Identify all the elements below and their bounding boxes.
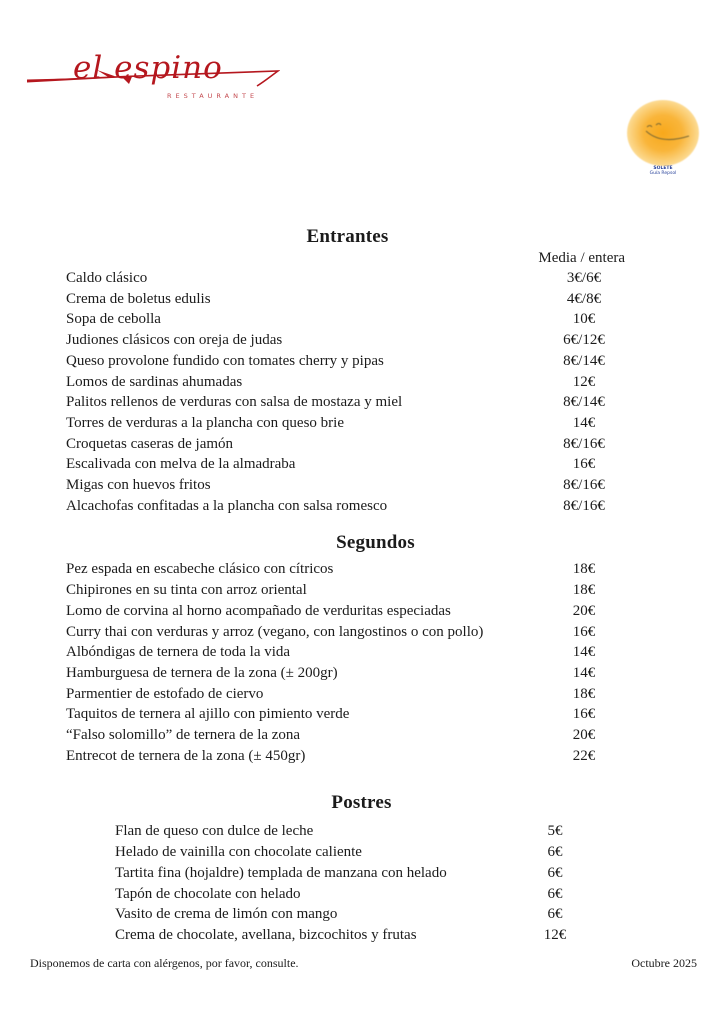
dish-name: “Falso solomillo” de ternera de la zona	[66, 727, 301, 744]
dish-name: Alcachofas confitadas a la plancha con salsa romesco	[66, 497, 388, 514]
dish-price: 20€	[572, 602, 596, 619]
menu-item	[66, 863, 629, 884]
dish-price: 14€	[572, 414, 596, 431]
dish-name: Helado de vainilla con chocolate caliente	[115, 844, 362, 861]
dish-price: 6€	[547, 885, 563, 902]
dish-price: 5€	[547, 823, 563, 840]
section-title: Postres	[331, 792, 392, 814]
menu-item	[66, 309, 629, 330]
dish-price: 12€	[543, 926, 567, 943]
menu-item	[66, 684, 629, 705]
dish-name: Judiones clásicos con oreja de judas	[66, 332, 283, 349]
dish-price: 18€	[572, 582, 596, 599]
dish-name: Taquitos de ternera al ajillo con pimiento verde	[66, 706, 350, 723]
menu-item	[66, 601, 629, 622]
dish-price: 16€	[572, 456, 596, 473]
dish-name: Sopa de cebolla	[66, 311, 161, 328]
menu-item	[66, 642, 629, 663]
solete-award	[626, 100, 700, 176]
dish-price: 6€	[547, 864, 563, 881]
dish-name: Torres de verduras a la plancha con queso brie	[66, 414, 344, 431]
dish-name: Escalivada con melva de la almadraba	[66, 456, 296, 473]
dish-name: Lomos de sardinas ahumadas	[66, 373, 243, 390]
dish-name: Queso provolone fundido con tomates cherry y pipas	[66, 352, 384, 369]
dish-name: Curry thai con verduras y arroz (vegano, con langostinos o con pollo)	[66, 623, 484, 640]
dish-price: 8€/16€	[563, 435, 605, 452]
menu-item	[66, 434, 629, 455]
menu-item	[66, 704, 629, 725]
section-title: Entrantes	[306, 226, 389, 247]
dish-name: Pez espada en escabeche clásico con cítricos	[66, 561, 334, 578]
dish-name: Caldo clásico	[66, 270, 148, 286]
menu-item	[66, 821, 629, 842]
menu-item	[66, 904, 629, 925]
dish-name: Vasito de crema de limón con mango	[115, 906, 338, 923]
menu-item	[66, 580, 629, 601]
award-org: Guía Repsol	[649, 170, 677, 176]
dish-price: 18€	[572, 561, 596, 578]
dish-price: 18€	[572, 685, 596, 702]
page-footer	[30, 956, 697, 971]
menu-item	[66, 622, 629, 643]
menu-item	[66, 454, 629, 475]
menu-section	[66, 532, 629, 766]
menu-sections	[66, 226, 629, 946]
section-title: Segundos	[336, 532, 415, 554]
dish-price: 8€/16€	[563, 477, 605, 494]
dish-name: Migas con huevos fritos	[66, 477, 211, 494]
dish-name: Albóndigas de ternera de toda la vida	[66, 644, 291, 661]
menu-item	[66, 330, 629, 351]
dish-price: 14€	[572, 644, 596, 661]
dish-price: 6€	[547, 844, 563, 861]
dish-price: 10€	[572, 311, 596, 328]
menu-item	[66, 372, 629, 393]
menu-item	[66, 392, 629, 413]
dish-price: 20€	[572, 727, 596, 744]
brand-subtitle: RESTAURANTE	[167, 92, 259, 100]
dish-price: 22€	[572, 747, 596, 764]
menu-item	[66, 842, 629, 863]
dish-name: Crema de boletus edulis	[66, 290, 211, 307]
menu-item	[66, 725, 629, 746]
dish-name: Croquetas caseras de jamón	[66, 435, 234, 452]
dish-price: 4€/8€	[566, 290, 602, 307]
menu-item	[66, 663, 629, 684]
menu-item	[66, 413, 629, 434]
dish-name: Palitos rellenos de verduras con salsa de mostaza y miel	[66, 394, 403, 411]
menu-item	[66, 351, 629, 372]
menu-item	[66, 496, 629, 517]
dish-name: Tapón de chocolate con helado	[115, 885, 301, 902]
dish-name: Crema de chocolate, avellana, bizcochitos y frutas	[115, 926, 417, 943]
dish-price: 6€	[547, 906, 563, 923]
price-column-header: Media / entera	[538, 250, 625, 266]
sun-smiley-icon	[627, 100, 699, 166]
award-caption	[626, 167, 700, 176]
dish-name: Lomo de corvina al horno acompañado de verduritas especiadas	[66, 602, 451, 619]
award-name: SOLETE	[653, 166, 673, 171]
dish-price: 8€/14€	[563, 352, 605, 369]
dish-price: 8€/14€	[563, 394, 605, 411]
dish-name: Hamburguesa de ternera de la zona (± 200gr)	[66, 664, 338, 681]
menu-item	[66, 268, 629, 289]
menu-section	[66, 226, 629, 516]
dish-name: Flan de queso con dulce de leche	[115, 823, 314, 840]
dish-name: Parmentier de estofado de ciervo	[66, 685, 264, 702]
menu-date: Octubre 2025	[631, 956, 697, 970]
brand-name: el espino	[73, 50, 223, 86]
menu-item	[66, 925, 629, 946]
dish-price: 14€	[572, 664, 596, 681]
restaurant-logo	[25, 48, 280, 108]
menu-item	[66, 884, 629, 905]
dish-name: Entrecot de ternera de la zona (± 450gr)	[66, 747, 306, 764]
menu-item	[66, 289, 629, 310]
dish-price: 3€/6€	[566, 270, 602, 286]
menu-item	[66, 559, 629, 580]
dish-name: Tartita fina (hojaldre) templada de manzana con helado	[115, 864, 447, 881]
dish-price: 8€/16€	[563, 497, 605, 514]
menu-item	[66, 475, 629, 496]
dish-price: 16€	[572, 706, 596, 723]
dish-price: 16€	[572, 623, 596, 640]
dish-price: 12€	[572, 373, 596, 390]
menu-item	[66, 746, 629, 767]
dish-name: Chipirones en su tinta con arroz oriental	[66, 582, 307, 599]
dish-price: 6€/12€	[563, 332, 605, 349]
menu-section	[66, 792, 629, 945]
allergen-note: Disponemos de carta con alérgenos, por favor, consulte.	[30, 956, 299, 970]
